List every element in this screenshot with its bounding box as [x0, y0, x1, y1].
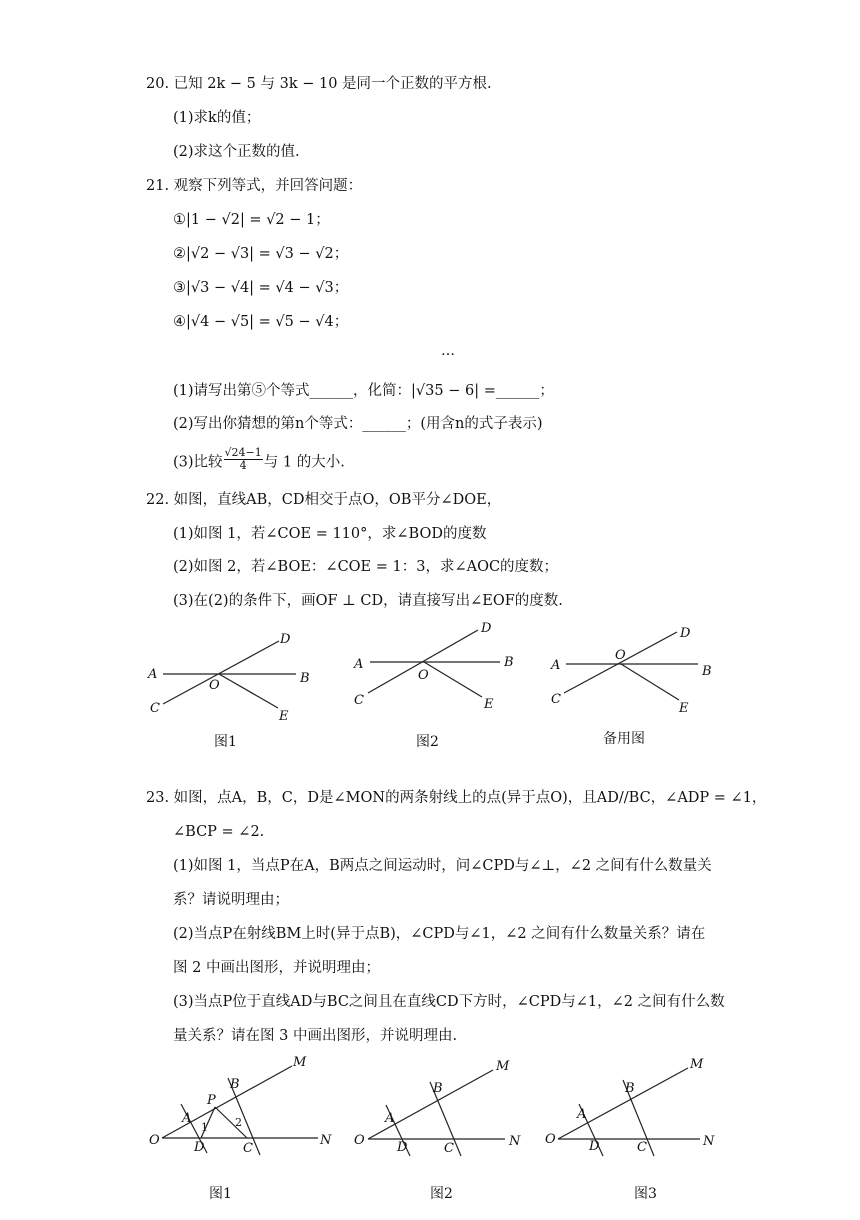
fig3-ray-oe [621, 664, 679, 700]
q20-part1: (1)求k的值； [173, 110, 261, 126]
f2-label-a: A [385, 1111, 395, 1126]
q23-part2-line1: (2)当点P在射线BM上时(异于点B)，∠CPD与∠1，∠2 之间有什么数量关系？请在 [173, 926, 706, 942]
f3-label-c: C [637, 1140, 647, 1155]
f1-label-b: B [230, 1077, 240, 1092]
f1-label-n: N [320, 1133, 332, 1148]
fig3-label-o: O [615, 648, 626, 663]
f2-label-o: O [354, 1133, 365, 1148]
q23-part1-line1: (1)如图 1，当点P在A，B两点之间运动时，问∠CPD与∠⊥，∠2 之间有什么数量关 [173, 858, 712, 874]
fig2-label-b: B [504, 655, 514, 670]
fig1-label-a: A [148, 667, 158, 682]
f1-seg-pc [215, 1107, 247, 1138]
fig2-label-e: E [484, 697, 494, 712]
q21-part1: (1)请写出第⑤个等式______，化简：|√35 − 6| =______； [173, 383, 554, 399]
q21-fraction [224, 447, 263, 472]
fig3-label-a: A [551, 658, 561, 673]
f1-label-a: A [182, 1111, 192, 1126]
q23-caption-fig2: 图2 [430, 1186, 453, 1202]
q22-part1: (1)如图 1，若∠COE = 110°，求∠BOD的度数 [173, 526, 487, 542]
fig2-label-c: C [354, 693, 364, 708]
f2-ray-om [368, 1070, 493, 1139]
f1-label-angle2: 2 [235, 1116, 242, 1129]
fig2-label-a: A [354, 657, 364, 672]
q22-stem: 22. 如图，直线AB，CD相交于点O，OB平分∠DOE， [146, 492, 502, 508]
fig2-label-d: D [481, 621, 492, 636]
fig3-label-e: E [679, 701, 689, 716]
f2-label-n: N [509, 1134, 521, 1149]
f2-line-ad [386, 1105, 410, 1156]
f1-label-p: P [207, 1093, 216, 1108]
fig2-line-cd [368, 630, 478, 693]
fig1-label-d: D [280, 632, 291, 647]
f1-line-ad [181, 1104, 207, 1153]
q23-stem-line2: ∠BCP = ∠2. [173, 824, 265, 840]
f3-label-b: B [625, 1081, 635, 1096]
q23-part1-line2: 系？请说明理由； [173, 892, 289, 908]
fig3-label-d: D [680, 626, 691, 641]
fig2-ray-oe [424, 662, 482, 697]
f3-label-o: O [545, 1132, 556, 1147]
q21-eq2: ②|√2 − √3| = √3 − √2； [173, 246, 349, 262]
f3-label-m: M [690, 1057, 704, 1072]
fig1-label-b: B [300, 671, 310, 686]
q21-ellipsis: … [441, 343, 455, 359]
q20-part2: (2)求这个正数的值. [173, 144, 300, 160]
f3-line-bc [623, 1080, 654, 1156]
q23-caption-fig3: 图3 [634, 1186, 657, 1202]
f1-label-d: D [194, 1140, 205, 1155]
q22-part3: (3)在(2)的条件下，画OF ⊥ CD，请直接写出∠EOF的度数. [173, 593, 563, 609]
f3-ray-om [558, 1068, 688, 1139]
q22-caption-spare: 备用图 [603, 731, 645, 747]
f2-label-m: M [496, 1059, 510, 1074]
fig3-label-b: B [702, 664, 712, 679]
q22-caption-fig1: 图1 [214, 734, 237, 750]
q23-part3-line1: (3)当点P位于直线AD与BC之间且在直线CD下方时，∠CPD与∠1，∠2 之间有什么数 [173, 994, 725, 1010]
q21-part2: (2)写出你猜想的第n个等式：______；(用含n的式子表示) [173, 416, 543, 432]
f1-ray-om [162, 1066, 292, 1138]
f2-label-d: D [397, 1140, 408, 1155]
fig1-label-e: E [279, 709, 289, 724]
f3-line-ad [579, 1104, 603, 1156]
q21-eq1: ①|1 − √2| = √2 − 1； [173, 212, 330, 228]
q21-fraction-numerator: √24−1 [224, 446, 262, 459]
q21-part3-post: 与 1 的大小. [263, 454, 345, 471]
f2-label-b: B [433, 1081, 443, 1096]
q20-stem: 20. 已知 2k − 5 与 3k − 10 是同一个正数的平方根. [146, 76, 492, 92]
f1-line-bc [228, 1078, 260, 1155]
fig1-label-c: C [150, 701, 160, 716]
q21-stem: 21. 观察下列等式，并回答问题： [146, 178, 363, 194]
fig1-line-cd [163, 641, 279, 704]
q23-part3-line2: 量关系？请在图 3 中画出图形，并说明理由. [173, 1028, 458, 1044]
q23-part2-line2: 图 2 中画出图形，并说明理由； [173, 960, 380, 976]
f1-label-c: C [243, 1141, 253, 1156]
q23-stem-line1: 23. 如图，点A，B，C，D是∠MON的两条射线上的点(异于点O)，且AD//BC，∠ADP = ∠1， [146, 790, 767, 806]
f1-seg-pd [201, 1107, 215, 1138]
f1-label-m: M [293, 1055, 307, 1070]
q21-eq3: ③|√3 − √4| = √4 − √3； [173, 280, 349, 296]
q23-caption-fig1: 图1 [209, 1186, 232, 1202]
q22-caption-fig2: 图2 [416, 734, 439, 750]
fig3-label-c: C [551, 692, 561, 707]
fig2-label-o: O [418, 668, 429, 683]
f2-label-c: C [444, 1141, 454, 1156]
q21-fraction-denominator: 4 [239, 459, 247, 472]
q21-eq4: ④|√4 − √5| = √5 − √4； [173, 314, 349, 330]
fig3-line-cd [564, 632, 677, 693]
f1-label-o: O [149, 1133, 160, 1148]
fig1-ray-oe [219, 674, 278, 708]
f2-line-bc [430, 1082, 461, 1156]
f3-label-a: A [577, 1107, 587, 1122]
q21-part3-pre: (3)比较 [173, 454, 223, 471]
f1-label-angle1: 1 [201, 1121, 208, 1134]
q21-part3 [173, 446, 345, 475]
q22-part2: (2)如图 2，若∠BOE：∠COE = 1：3，求∠AOC的度数； [173, 559, 559, 575]
fig1-label-o: O [209, 678, 220, 693]
f3-label-n: N [703, 1134, 715, 1149]
f3-label-d: D [589, 1139, 600, 1154]
